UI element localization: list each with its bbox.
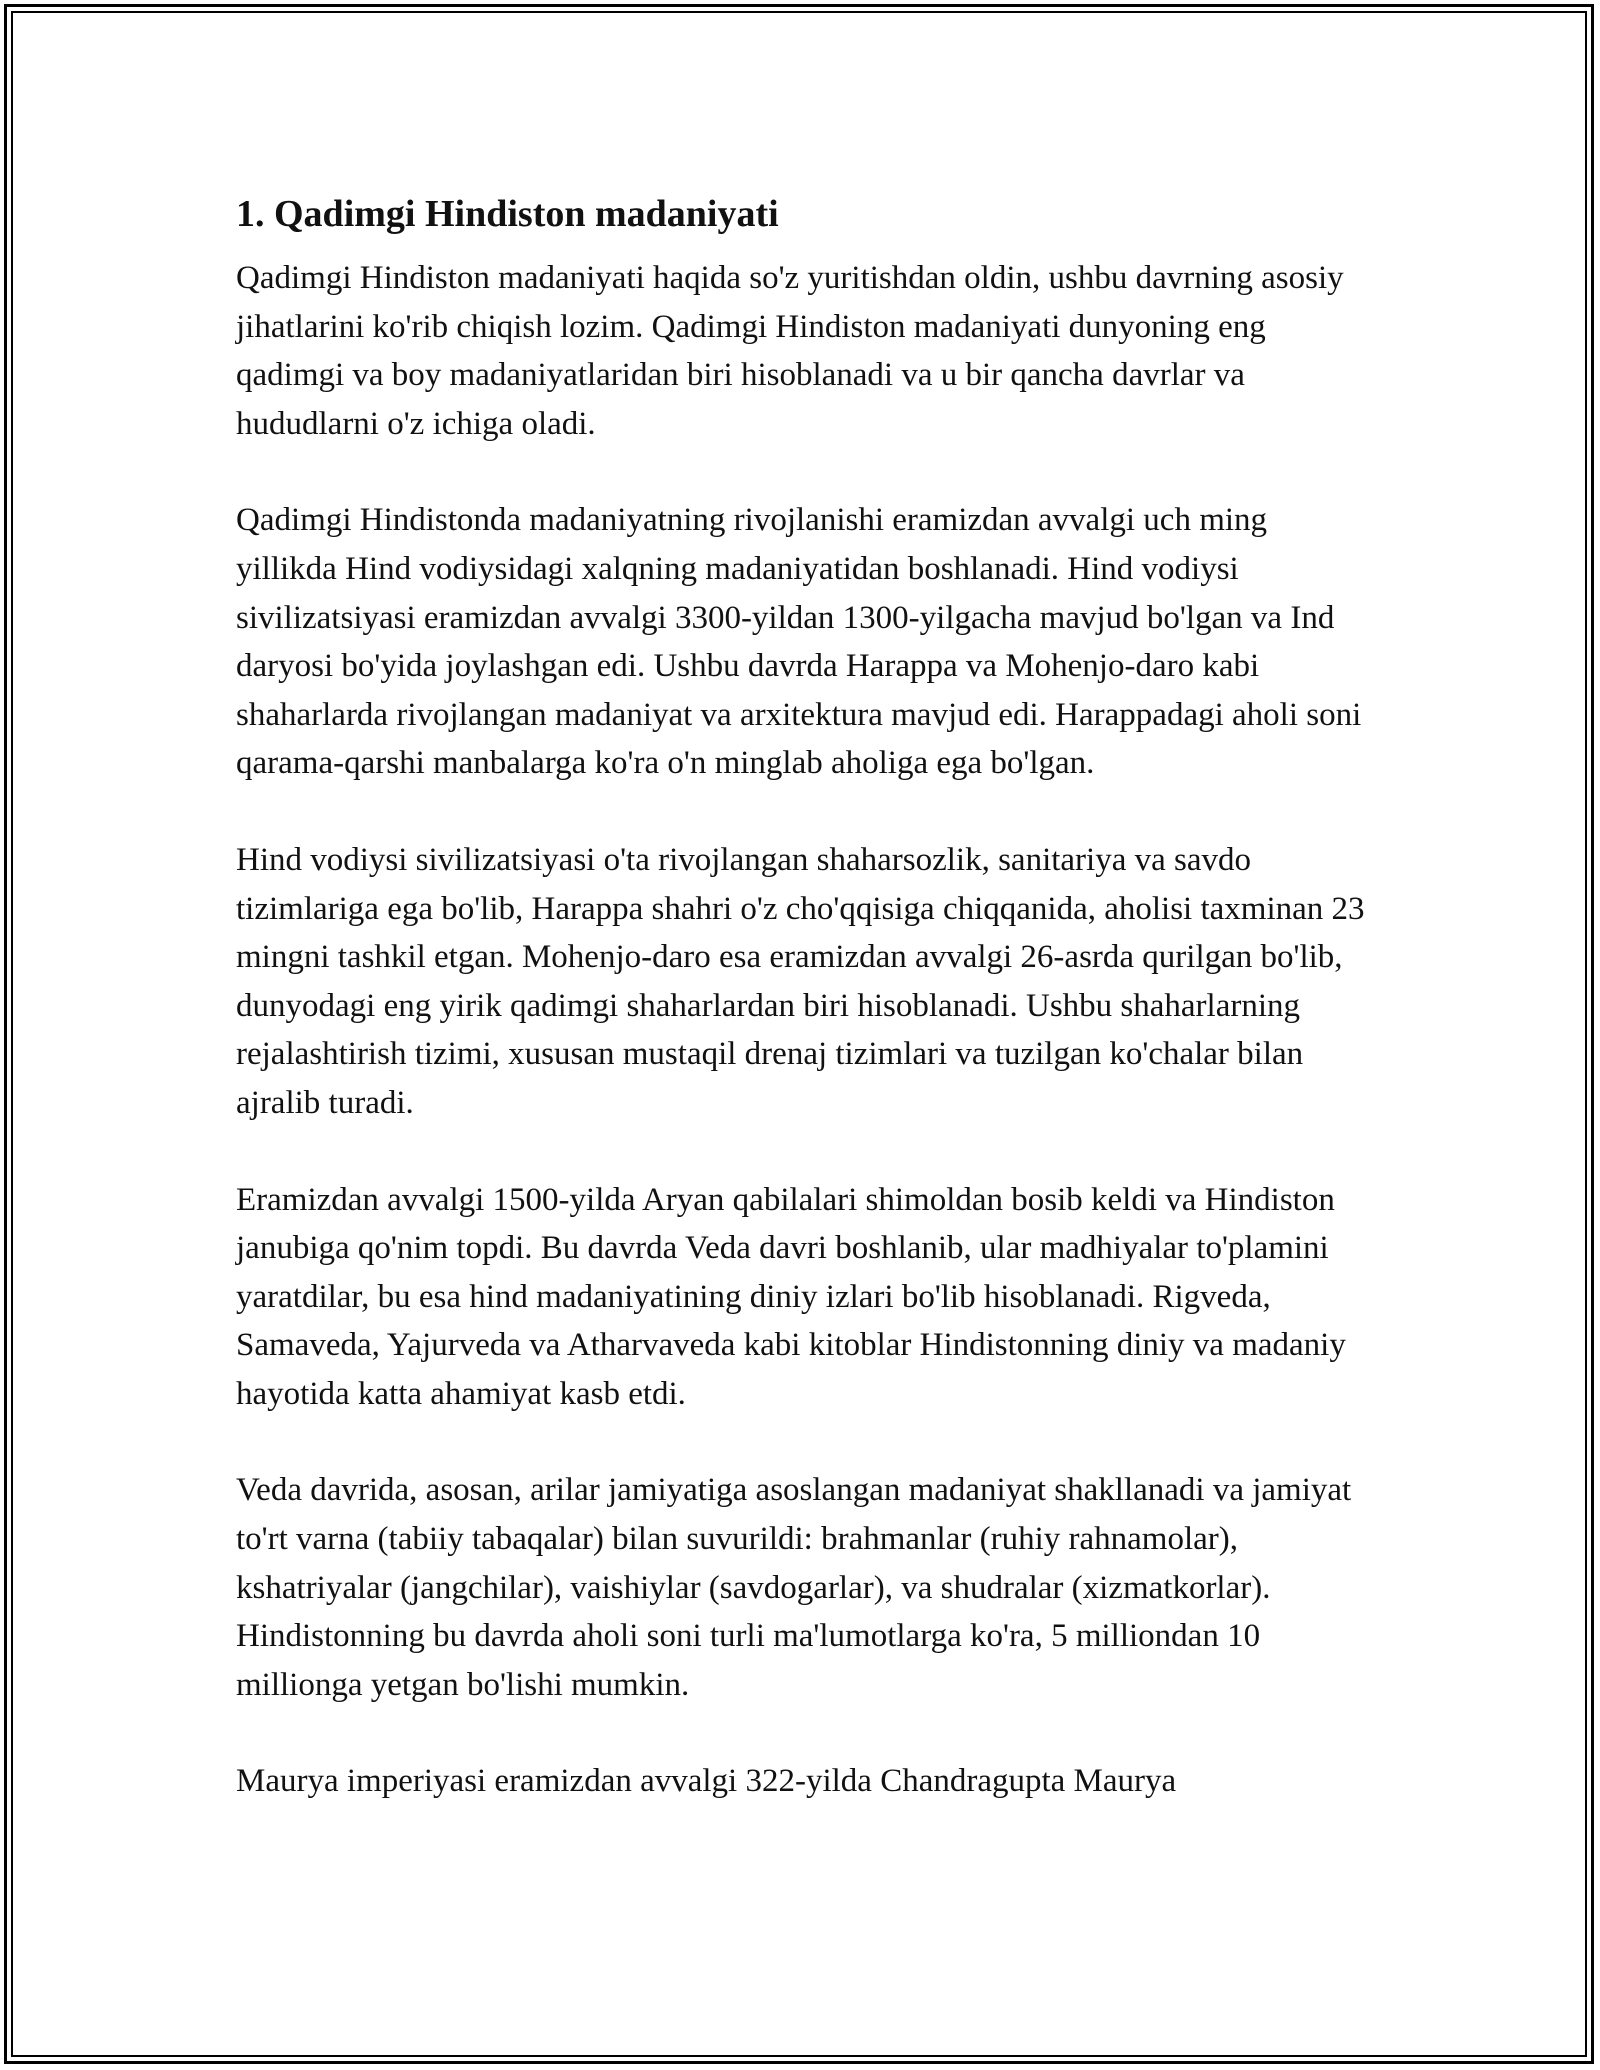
document-body <box>236 186 1376 1854</box>
paragraph-4: Eramizdan avvalgi 1500-yilda Aryan qabilalari shimoldan bosib keldi va Hindiston janubiga qo'nim topdi. Bu davrda Veda davri boshlanib, ular madhiyalar to'plamini yaratdilar, bu esa hind madaniyatining diniy izlari bo'lib hisoblanadi. Rigveda, Samaveda, Yajurveda va Atharvaveda kabi kitoblar Hindistonning diniy va madaniy hayotida katta ahamiyat kasb etdi. <box>236 1181 1346 1412</box>
paragraph-5: Veda davrida, asosan, arilar jamiyatiga asoslangan madaniyat shakllanadi va jamiyat to'rt varna (tabiiy tabaqalar) bilan suvurildi: brahmanlar (ruhiy rahnamolar), kshatriyalar (jangchilar), vaishiylar (savdogarlar), va shudralar (xizmatkorlar). Hindistonning bu davrda aholi soni turli ma'lumotlarga ko'ra, 5 milliondan 10 millionga yetgan bo'lishi mumkin. <box>236 1472 1352 1703</box>
paragraph-6: Maurya imperiyasi eramizdan avvalgi 322-yilda Chandragupta Maurya <box>236 1763 1177 1800</box>
paragraph-1: Qadimgi Hindiston madaniyati haqida so'z yuritishdan oldin, ushbu davrning asosiy jihatlarini ko'rib chiqish lozim. Qadimgi Hindiston madaniyati dunyoning eng qadimgi va boy madaniyatlaridan biri hisoblanadi va u bir qancha davrlar va hududlarni o'z ichiga oladi. <box>236 260 1344 442</box>
paragraph-3: Hind vodiysi sivilizatsiyasi o'ta rivojlangan shaharsozlik, sanitariya va savdo tizimlariga ega bo'lib, Harappa shahri o'z cho'qqisiga chiqqanida, aholisi taxminan 23 mingni tashkil etgan. Mohenjo-daro esa eramizdan avvalgi 26-asrda qurilgan bo'lib, dunyodagi eng yirik qadimgi shaharlardan biri hisoblanadi. Ushbu shaharlarning rejalashtirish tizimi, xususan mustaqil drenaj tizimlari va tuzilgan ko'chalar bilan ajralib turadi. <box>236 841 1365 1121</box>
section-heading: 1. Qadimgi Hindiston madaniyati <box>236 193 779 235</box>
paragraph-2: Qadimgi Hindistonda madaniyatning rivojlanishi eramizdan avvalgi uch ming yillikda Hind vodiysidagi xalqning madaniyatidan boshlanadi. Hind vodiysi sivilizatsiyasi eramizdan avvalgi 3300-yildan 1300-yilgacha mavjud bo'lgan va Ind daryosi bo'yida joylashgan edi. Ushbu davrda Harappa va Mohenjo-daro kabi shaharlarda rivojlangan madaniyat va arxitektura mavjud edi. Harappadagi aholi soni qarama-qarshi manbalarga ko'ra o'n minglab aholiga ega bo'lgan. <box>236 502 1362 782</box>
